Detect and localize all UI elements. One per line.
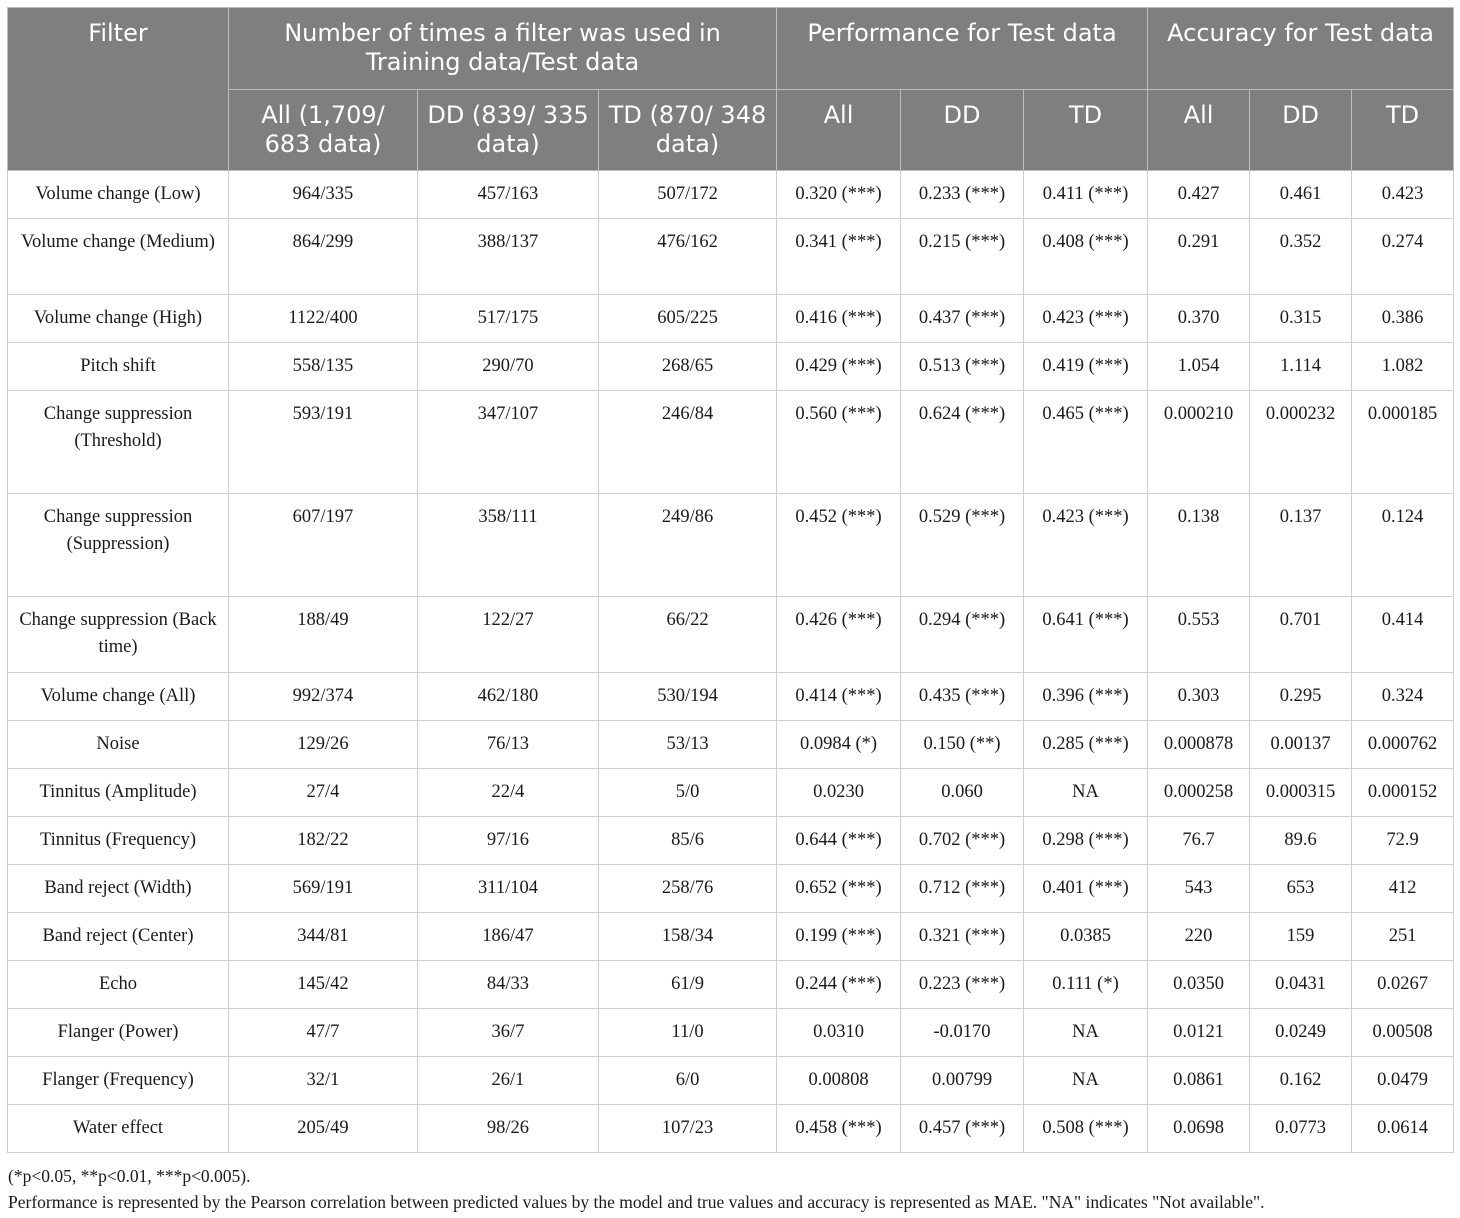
cell-times-all: 992/374: [229, 673, 418, 721]
cell-times-td: 6/0: [599, 1057, 777, 1105]
cell-times-td: 507/172: [599, 171, 777, 219]
header-filter: Filter: [8, 8, 229, 171]
table-footnotes: [8, 1163, 1448, 1215]
header-times-td: TD (870/ 348 data): [599, 90, 777, 171]
cell-acc-all: 0.553: [1148, 597, 1250, 673]
cell-times-dd: 22/4: [418, 769, 599, 817]
cell-perf-td: 0.396 (***): [1024, 673, 1148, 721]
cell-times-dd: 517/175: [418, 295, 599, 343]
cell-filter: Volume change (Medium): [8, 219, 229, 295]
table-row: [8, 1105, 1454, 1153]
cell-times-td: 258/76: [599, 865, 777, 913]
cell-times-all: 182/22: [229, 817, 418, 865]
cell-acc-all: 0.370: [1148, 295, 1250, 343]
header-acc-all: All: [1148, 90, 1250, 171]
cell-acc-dd: 159: [1250, 913, 1352, 961]
cell-times-all: 205/49: [229, 1105, 418, 1153]
cell-acc-td: 1.082: [1352, 343, 1454, 391]
cell-times-dd: 186/47: [418, 913, 599, 961]
cell-acc-td: 0.0267: [1352, 961, 1454, 1009]
cell-acc-all: 0.427: [1148, 171, 1250, 219]
header-perf-all: All: [777, 90, 901, 171]
cell-times-all: 47/7: [229, 1009, 418, 1057]
cell-times-all: 964/335: [229, 171, 418, 219]
header-acc-dd: DD: [1250, 90, 1352, 171]
cell-times-td: 5/0: [599, 769, 777, 817]
cell-perf-dd: 0.00799: [901, 1057, 1024, 1105]
cell-times-all: 32/1: [229, 1057, 418, 1105]
cell-times-all: 569/191: [229, 865, 418, 913]
cell-perf-all: 0.0984 (*): [777, 721, 901, 769]
cell-acc-dd: 653: [1250, 865, 1352, 913]
cell-perf-all: 0.458 (***): [777, 1105, 901, 1153]
cell-acc-dd: 0.461: [1250, 171, 1352, 219]
cell-times-td: 107/23: [599, 1105, 777, 1153]
cell-perf-dd: 0.435 (***): [901, 673, 1024, 721]
cell-acc-dd: 0.0773: [1250, 1105, 1352, 1153]
cell-times-dd: 84/33: [418, 961, 599, 1009]
table-row: [8, 721, 1454, 769]
cell-times-td: 530/194: [599, 673, 777, 721]
cell-perf-td: 0.298 (***): [1024, 817, 1148, 865]
cell-filter: Volume change (All): [8, 673, 229, 721]
cell-perf-td: NA: [1024, 1057, 1148, 1105]
cell-acc-td: 0.386: [1352, 295, 1454, 343]
cell-times-td: 249/86: [599, 494, 777, 597]
table-row: [8, 673, 1454, 721]
cell-times-all: 864/299: [229, 219, 418, 295]
cell-acc-td: 72.9: [1352, 817, 1454, 865]
cell-acc-td: 0.414: [1352, 597, 1454, 673]
cell-perf-all: 0.416 (***): [777, 295, 901, 343]
cell-times-dd: 311/104: [418, 865, 599, 913]
cell-acc-td: 0.00508: [1352, 1009, 1454, 1057]
cell-perf-dd: 0.215 (***): [901, 219, 1024, 295]
table-row: [8, 391, 1454, 494]
cell-times-all: 344/81: [229, 913, 418, 961]
header-row-groups: [8, 8, 1454, 90]
cell-acc-dd: 0.295: [1250, 673, 1352, 721]
cell-perf-all: 0.320 (***): [777, 171, 901, 219]
table-row: [8, 1057, 1454, 1105]
cell-perf-dd: 0.702 (***): [901, 817, 1024, 865]
cell-times-dd: 36/7: [418, 1009, 599, 1057]
cell-perf-all: 0.244 (***): [777, 961, 901, 1009]
cell-perf-dd: 0.233 (***): [901, 171, 1024, 219]
table-header: [8, 8, 1454, 171]
cell-perf-dd: 0.060: [901, 769, 1024, 817]
cell-perf-dd: 0.712 (***): [901, 865, 1024, 913]
cell-times-dd: 76/13: [418, 721, 599, 769]
cell-times-td: 11/0: [599, 1009, 777, 1057]
significance-note: (*p<0.05, **p<0.01, ***p<0.005).: [8, 1166, 251, 1186]
cell-times-dd: 290/70: [418, 343, 599, 391]
cell-perf-td: 0.0385: [1024, 913, 1148, 961]
cell-perf-td: 0.411 (***): [1024, 171, 1148, 219]
cell-filter: Tinnitus (Frequency): [8, 817, 229, 865]
header-times-all: All (1,709/ 683 data): [229, 90, 418, 171]
cell-perf-td: 0.508 (***): [1024, 1105, 1148, 1153]
cell-acc-td: 0.324: [1352, 673, 1454, 721]
cell-perf-dd: 0.437 (***): [901, 295, 1024, 343]
cell-times-dd: 347/107: [418, 391, 599, 494]
cell-acc-all: 0.0350: [1148, 961, 1250, 1009]
cell-acc-td: 0.000152: [1352, 769, 1454, 817]
cell-acc-all: 0.000878: [1148, 721, 1250, 769]
cell-filter: Volume change (Low): [8, 171, 229, 219]
cell-perf-dd: 0.150 (**): [901, 721, 1024, 769]
cell-perf-all: 0.0230: [777, 769, 901, 817]
cell-times-td: 158/34: [599, 913, 777, 961]
cell-filter: Tinnitus (Amplitude): [8, 769, 229, 817]
cell-perf-all: 0.560 (***): [777, 391, 901, 494]
header-perf-dd: DD: [901, 90, 1024, 171]
cell-acc-td: 0.000762: [1352, 721, 1454, 769]
cell-acc-dd: 0.315: [1250, 295, 1352, 343]
cell-times-td: 268/65: [599, 343, 777, 391]
cell-times-td: 66/22: [599, 597, 777, 673]
cell-times-td: 476/162: [599, 219, 777, 295]
cell-perf-dd: 0.294 (***): [901, 597, 1024, 673]
cell-perf-td: 0.423 (***): [1024, 494, 1148, 597]
table-row: [8, 913, 1454, 961]
header-perf-td: TD: [1024, 90, 1148, 171]
table-row: [8, 494, 1454, 597]
table-row: [8, 961, 1454, 1009]
cell-acc-dd: 0.701: [1250, 597, 1352, 673]
cell-perf-all: 0.199 (***): [777, 913, 901, 961]
cell-times-all: 188/49: [229, 597, 418, 673]
cell-times-all: 593/191: [229, 391, 418, 494]
cell-filter: Flanger (Power): [8, 1009, 229, 1057]
cell-filter: Noise: [8, 721, 229, 769]
cell-times-dd: 122/27: [418, 597, 599, 673]
table-row: [8, 295, 1454, 343]
cell-perf-dd: 0.513 (***): [901, 343, 1024, 391]
cell-acc-all: 1.054: [1148, 343, 1250, 391]
header-accuracy: Accuracy for Test data: [1148, 8, 1454, 90]
cell-perf-all: 0.429 (***): [777, 343, 901, 391]
table-row: [8, 597, 1454, 673]
cell-times-dd: 388/137: [418, 219, 599, 295]
cell-times-dd: 462/180: [418, 673, 599, 721]
cell-perf-dd: 0.529 (***): [901, 494, 1024, 597]
cell-times-all: 607/197: [229, 494, 418, 597]
cell-perf-all: 0.341 (***): [777, 219, 901, 295]
cell-acc-dd: 0.000315: [1250, 769, 1352, 817]
cell-acc-dd: 0.352: [1250, 219, 1352, 295]
cell-acc-all: 0.0121: [1148, 1009, 1250, 1057]
cell-perf-dd: 0.321 (***): [901, 913, 1024, 961]
cell-perf-all: 0.426 (***): [777, 597, 901, 673]
cell-acc-all: 0.291: [1148, 219, 1250, 295]
cell-acc-dd: 89.6: [1250, 817, 1352, 865]
cell-times-all: 145/42: [229, 961, 418, 1009]
header-times-used: Number of times a filter was used in Training data/Test data: [229, 8, 777, 90]
cell-filter: Echo: [8, 961, 229, 1009]
cell-times-td: 85/6: [599, 817, 777, 865]
cell-times-td: 605/225: [599, 295, 777, 343]
cell-acc-dd: 0.00137: [1250, 721, 1352, 769]
table-row: [8, 171, 1454, 219]
cell-filter: Volume change (High): [8, 295, 229, 343]
cell-acc-dd: 0.137: [1250, 494, 1352, 597]
cell-times-all: 558/135: [229, 343, 418, 391]
cell-acc-td: 0.124: [1352, 494, 1454, 597]
table-body: [8, 171, 1454, 1153]
cell-times-all: 27/4: [229, 769, 418, 817]
cell-perf-td: 0.401 (***): [1024, 865, 1148, 913]
cell-times-dd: 457/163: [418, 171, 599, 219]
cell-filter: Change suppression (Threshold): [8, 391, 229, 494]
cell-times-td: 246/84: [599, 391, 777, 494]
cell-perf-all: 0.644 (***): [777, 817, 901, 865]
cell-acc-all: 220: [1148, 913, 1250, 961]
header-performance: Performance for Test data: [777, 8, 1148, 90]
table-row: [8, 1009, 1454, 1057]
cell-times-all: 1122/400: [229, 295, 418, 343]
cell-perf-td: 0.285 (***): [1024, 721, 1148, 769]
cell-perf-td: 0.419 (***): [1024, 343, 1148, 391]
description-note: Performance is represented by the Pearson correlation between predicted values by the model and true values and accuracy is represented as MAE. "NA" indicates "Not available".: [8, 1192, 1265, 1212]
cell-perf-dd: -0.0170: [901, 1009, 1024, 1057]
cell-times-td: 61/9: [599, 961, 777, 1009]
cell-times-dd: 358/111: [418, 494, 599, 597]
cell-acc-td: 0.274: [1352, 219, 1454, 295]
cell-perf-dd: 0.457 (***): [901, 1105, 1024, 1153]
table-row: [8, 817, 1454, 865]
cell-times-td: 53/13: [599, 721, 777, 769]
cell-perf-td: 0.408 (***): [1024, 219, 1148, 295]
cell-filter: Change suppression (Suppression): [8, 494, 229, 597]
table-row: [8, 865, 1454, 913]
cell-acc-all: 543: [1148, 865, 1250, 913]
cell-perf-td: NA: [1024, 769, 1148, 817]
cell-acc-all: 0.138: [1148, 494, 1250, 597]
results-table-container: [7, 7, 1453, 1153]
cell-filter: Pitch shift: [8, 343, 229, 391]
table-row: [8, 219, 1454, 295]
table-row: [8, 769, 1454, 817]
cell-perf-dd: 0.624 (***): [901, 391, 1024, 494]
cell-acc-td: 251: [1352, 913, 1454, 961]
cell-perf-td: 0.465 (***): [1024, 391, 1148, 494]
cell-acc-td: 412: [1352, 865, 1454, 913]
cell-acc-td: 0.0614: [1352, 1105, 1454, 1153]
cell-acc-all: 0.303: [1148, 673, 1250, 721]
cell-acc-all: 0.000210: [1148, 391, 1250, 494]
cell-acc-td: 0.0479: [1352, 1057, 1454, 1105]
cell-filter: Band reject (Width): [8, 865, 229, 913]
cell-perf-td: 0.641 (***): [1024, 597, 1148, 673]
cell-filter: Flanger (Frequency): [8, 1057, 229, 1105]
cell-filter: Change suppression (Back time): [8, 597, 229, 673]
cell-times-all: 129/26: [229, 721, 418, 769]
cell-acc-all: 0.000258: [1148, 769, 1250, 817]
cell-acc-td: 0.000185: [1352, 391, 1454, 494]
cell-times-dd: 97/16: [418, 817, 599, 865]
cell-times-dd: 98/26: [418, 1105, 599, 1153]
cell-acc-dd: 0.0431: [1250, 961, 1352, 1009]
cell-acc-dd: 0.162: [1250, 1057, 1352, 1105]
cell-filter: Water effect: [8, 1105, 229, 1153]
cell-acc-dd: 0.0249: [1250, 1009, 1352, 1057]
cell-perf-all: 0.652 (***): [777, 865, 901, 913]
cell-acc-td: 0.423: [1352, 171, 1454, 219]
cell-perf-td: 0.111 (*): [1024, 961, 1148, 1009]
cell-filter: Band reject (Center): [8, 913, 229, 961]
cell-acc-all: 0.0698: [1148, 1105, 1250, 1153]
cell-perf-dd: 0.223 (***): [901, 961, 1024, 1009]
cell-times-dd: 26/1: [418, 1057, 599, 1105]
cell-acc-dd: 1.114: [1250, 343, 1352, 391]
header-acc-td: TD: [1352, 90, 1454, 171]
cell-perf-all: 0.414 (***): [777, 673, 901, 721]
table-row: [8, 343, 1454, 391]
results-table: [7, 7, 1454, 1153]
cell-acc-all: 0.0861: [1148, 1057, 1250, 1105]
cell-perf-all: 0.452 (***): [777, 494, 901, 597]
cell-acc-dd: 0.000232: [1250, 391, 1352, 494]
cell-perf-all: 0.00808: [777, 1057, 901, 1105]
cell-perf-td: NA: [1024, 1009, 1148, 1057]
cell-acc-all: 76.7: [1148, 817, 1250, 865]
header-times-dd: DD (839/ 335 data): [418, 90, 599, 171]
cell-perf-td: 0.423 (***): [1024, 295, 1148, 343]
cell-perf-all: 0.0310: [777, 1009, 901, 1057]
